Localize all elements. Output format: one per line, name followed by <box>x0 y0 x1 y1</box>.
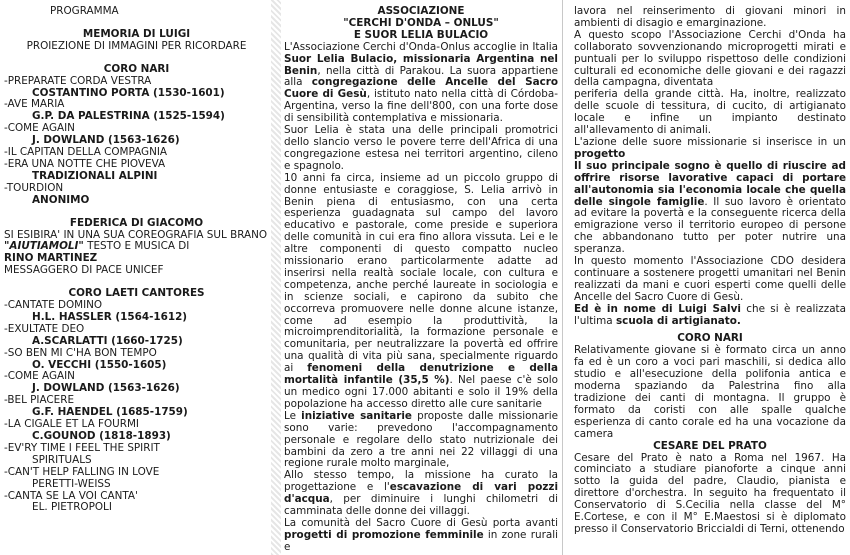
program-column <box>0 0 275 514</box>
paragraph: A questo scopo l'Associazione Cerchi d'Onda ha collaborato sovvenzionando microprogetti mirati e puntuali per lo sviluppo rispettoso delle condizioni culturali ed economiche delle giovani e dei ragazzi della campagna, diventata <box>574 28 846 89</box>
song-title: -COME AGAIN <box>4 370 75 383</box>
song-author: EL. PIETROPOLI <box>32 501 112 514</box>
highlight-text: scuola di artigianato. <box>615 314 741 327</box>
highlight-text: Suor Lelia Bulacio, missionaria Argentina nel Benin <box>284 52 558 77</box>
messaggero-text: MESSAGGERO DI PACE UNICEF <box>4 264 164 277</box>
song-title: -EXULTATE DEO <box>4 322 85 335</box>
text-run: La comunità del Sacro Cuore di Gesù porta avanti <box>284 516 558 529</box>
text-run: , nella città di Parakou. La suora appartiene alla <box>284 64 558 89</box>
rino-name: RINO MARTINEZ <box>4 252 98 265</box>
text-run: L'azione delle suore missionarie si inserisce in un <box>574 135 846 148</box>
laeti-heading: CORO LAETI CANTORES <box>68 287 205 300</box>
highlight-text: progetti di promozione femminile <box>284 528 484 541</box>
highlight-text: fenomeni della denutrizione e della mortalità infantile (35,5 %) <box>284 362 558 387</box>
song-author: J. DOWLAND (1563-1626) <box>32 382 180 395</box>
song-title: -CAN'T HELP FALLING IN LOVE <box>4 465 160 478</box>
song-author: ANONIMO <box>32 193 90 206</box>
highlight-text: progetto <box>574 147 626 160</box>
paragraph <box>574 137 846 161</box>
coro-nari-heading: CORO NARI <box>677 332 743 345</box>
song-title: -IL CAPITAN DELLA COMPAGNIA <box>4 146 168 159</box>
project-column <box>568 0 848 536</box>
text-run: 10 anni fa circa, insieme ad un piccolo gruppo di donne entusiaste e coraggiose, S. Lelia arrivò in Benin piena di entusiasmo, con una certa esperienza guadagnata sul campo del lavoro educativo e pastorale, come preside e superiora delle comunità in cui era fino allora vissuta. Lei e le altre componenti di questo compatto nucleo missionario erano particolarmente adatte ad inserirsi nella realtà sociale locale, con cultura e competenza, anche perché laureate in sociologia e in scienze sociali, e capirono da subito che occorreva promuovere nelle donne alcune istanze, come ad esempio la produttività, la microimprenditorialità, la formazione personale e comunitaria, per neutralizzare la povertà ed offrire una qualità di vita più sana, specialmente riguardo ai <box>284 171 558 375</box>
song-title: -ERA UNA NOTTE CHE PIOVEVA <box>4 157 166 170</box>
song-author: G.P. DA PALESTRINA (1525-1594) <box>32 110 225 123</box>
song-title: -CANTA SE LA VOI CANTA' <box>4 489 138 502</box>
esibira-text: SI ESIBIRA' IN UNA SUA COREOGRAFIA SUL BRANO <box>4 228 268 241</box>
text-run: Le <box>284 409 302 422</box>
text-run: . Nel paese c'è solo un medico ogni 17.000 abitanti e solo il 19% della popolazione ha accesso diretto alle cure sanitarie <box>284 374 558 410</box>
paragraph: periferia della grande città. Ha, inoltre, realizzato delle scuole di tessitura, di cucito, di artigianato locale e infine un impianto destinato all'allevamento di animali. <box>574 88 846 137</box>
association-column <box>280 0 562 554</box>
aiutiamoli-title: "AIUTIAMOLI" <box>4 240 84 253</box>
text-run: . Il suo lavoro è orientato ad evitare la povertà e la conseguente ricerca della emigrazione verso il territorio europeo di persone che abbandonano tutto per poter nutrire una speranza. <box>574 195 847 256</box>
song-title: -EV'RY TIME I FEEL THE SPIRIT <box>4 441 160 454</box>
text-run: Allo stesso tempo, la missione ha curato la progettazione e l' <box>284 469 558 494</box>
text-run: , per diminuire i lunghi chilometri di camminata delle donne dei villaggi. <box>284 493 558 518</box>
paragraph: lavora nel reinserimento di giovani minori in ambienti di disagio e emarginazione. <box>574 5 846 29</box>
song-title: -CANTATE DOMINO <box>4 299 103 312</box>
paragraph: Suor Lelia è stata una delle principali promotrici dello slancio verso le povere terre dell'Africa di una congregazione estesa nei territori argentino, cileno e spagnolo. <box>284 124 558 172</box>
text-run: che si è realizzata l'ultima <box>574 302 846 327</box>
paragraph <box>284 411 558 471</box>
federica-heading: FEDERICA DI GIACOMO <box>69 216 204 229</box>
paragraph: Relativamente giovane si è formato circa un anno fa ed è un coro a voci pari maschili, si dedica allo studio e all'esecuzione della polifonia antica e moderna spaziando da Palestrina fino alla tradizione dei canti di montagna. Il gruppo è formato da coristi con alle spalle qualche esperienza di canto corale ed ha una vocazione da camera <box>574 344 846 440</box>
song-author: G.F. HAENDEL (1685-1759) <box>32 406 188 419</box>
song-author: SPIRITUALS <box>32 453 92 466</box>
text-run: L'Associazione Cerchi d'Onda-Onlus accoglie in Italia <box>284 40 558 53</box>
song-title: -BEL PIACERE <box>4 394 75 407</box>
paragraph <box>284 470 558 518</box>
paragraph <box>284 173 558 411</box>
paragraph <box>284 518 558 554</box>
paragraph <box>574 161 846 256</box>
song-author: J. DOWLAND (1563-1626) <box>32 134 180 147</box>
text-run: proposte dalle missionarie sono varie: prevedono l'accompagnamento personale e regolare dello stato nutrizionale dei bambini da zero a tre anni nei 22 villaggi di una regione rurale molto marginale, <box>284 409 558 470</box>
highlight-text: Ed è in nome di Luigi Salvi <box>574 302 741 315</box>
association-heading: ASSOCIAZIONE <box>377 5 465 17</box>
proiezione-text: PROIEZIONE DI IMMAGINI PER RICORDARE <box>26 39 247 52</box>
intro-paragraph <box>284 42 558 125</box>
song-title: -TOURDION <box>4 181 64 194</box>
highlight-text: Il suo principale sogno è quello di riuscire ad offrire risorse lavorative capaci di portare all'autonomia sia l'economia locale che quella delle singole famiglie <box>574 159 846 208</box>
association-name: "CERCHI D'ONDA – ONLUS" <box>343 16 499 29</box>
memoria-title: MEMORIA DI LUIGI <box>82 27 191 40</box>
paragraph: In questo momento l'Associazione CDO desidera continuare a sostenere progetti umanitari nel Benin realizzati da mani e cuori esperti come quelli delle Ancelle del Sacro Cuore di Gesù. <box>574 255 846 303</box>
paragraph: Cesare del Prato è nato a Roma nel 1967. Ha cominciato a studiare pianoforte a cinque anni sotto la guida del padre, Claudio, pianista e direttore d'orchestra. In seguito ha frequentato il Conservatorio di S.Cecilia nella classe del M° E.Cortese, e con il M° E.Maestosi si è diplomato presso il Conservatorio Briccialdi di Terni, ottenendo <box>574 451 846 535</box>
highlight-text: congregazione delle Ancelle del Sacro Cuore di Gesù <box>284 76 559 101</box>
fold-line <box>562 0 563 555</box>
paragraph <box>574 304 846 328</box>
highlight-text: escavazione di vari pozzi d'acqua <box>284 481 559 506</box>
song-author: H.L. HASSLER (1564-1612) <box>32 310 188 323</box>
song-author: TRADIZIONALI ALPINI <box>32 169 158 182</box>
text-run: , istituto nato nella città di Córdoba-Argentina, verso la fine dell'800, con una forte dose di sensibilità contemplativa e missionaria. <box>284 88 558 125</box>
cesare-heading: CESARE DEL PRATO <box>653 439 767 452</box>
testo-text: TESTO E MUSICA DI <box>83 240 190 253</box>
highlight-text: iniziative sanitarie <box>301 409 412 422</box>
association-subtitle: E SUOR LELIA BULACIO <box>353 28 489 41</box>
song-title: -SO BEN MI C'HA BON TEMPO <box>4 346 157 359</box>
text-run: in zone rurali e <box>284 528 558 553</box>
coro-nari-heading: CORO NARI <box>103 62 170 75</box>
song-title: -AVE MARIA <box>4 98 65 111</box>
song-author: COSTANTINO PORTA (1530-1601) <box>32 86 225 99</box>
song-title: -PREPARATE CORDA VESTRA <box>4 74 152 87</box>
song-author: A.SCARLATTI (1660-1725) <box>32 334 183 347</box>
song-title: -LA CIGALE ET LA FOURMI <box>4 418 139 431</box>
program-heading: PROGRAMMA <box>50 5 119 17</box>
song-author: O. VECCHI (1550-1605) <box>32 358 167 371</box>
song-title: -COME AGAIN <box>4 122 75 135</box>
song-author: C.GOUNOD (1818-1893) <box>32 430 171 442</box>
song-author: PERETTI-WEISS <box>32 477 111 490</box>
